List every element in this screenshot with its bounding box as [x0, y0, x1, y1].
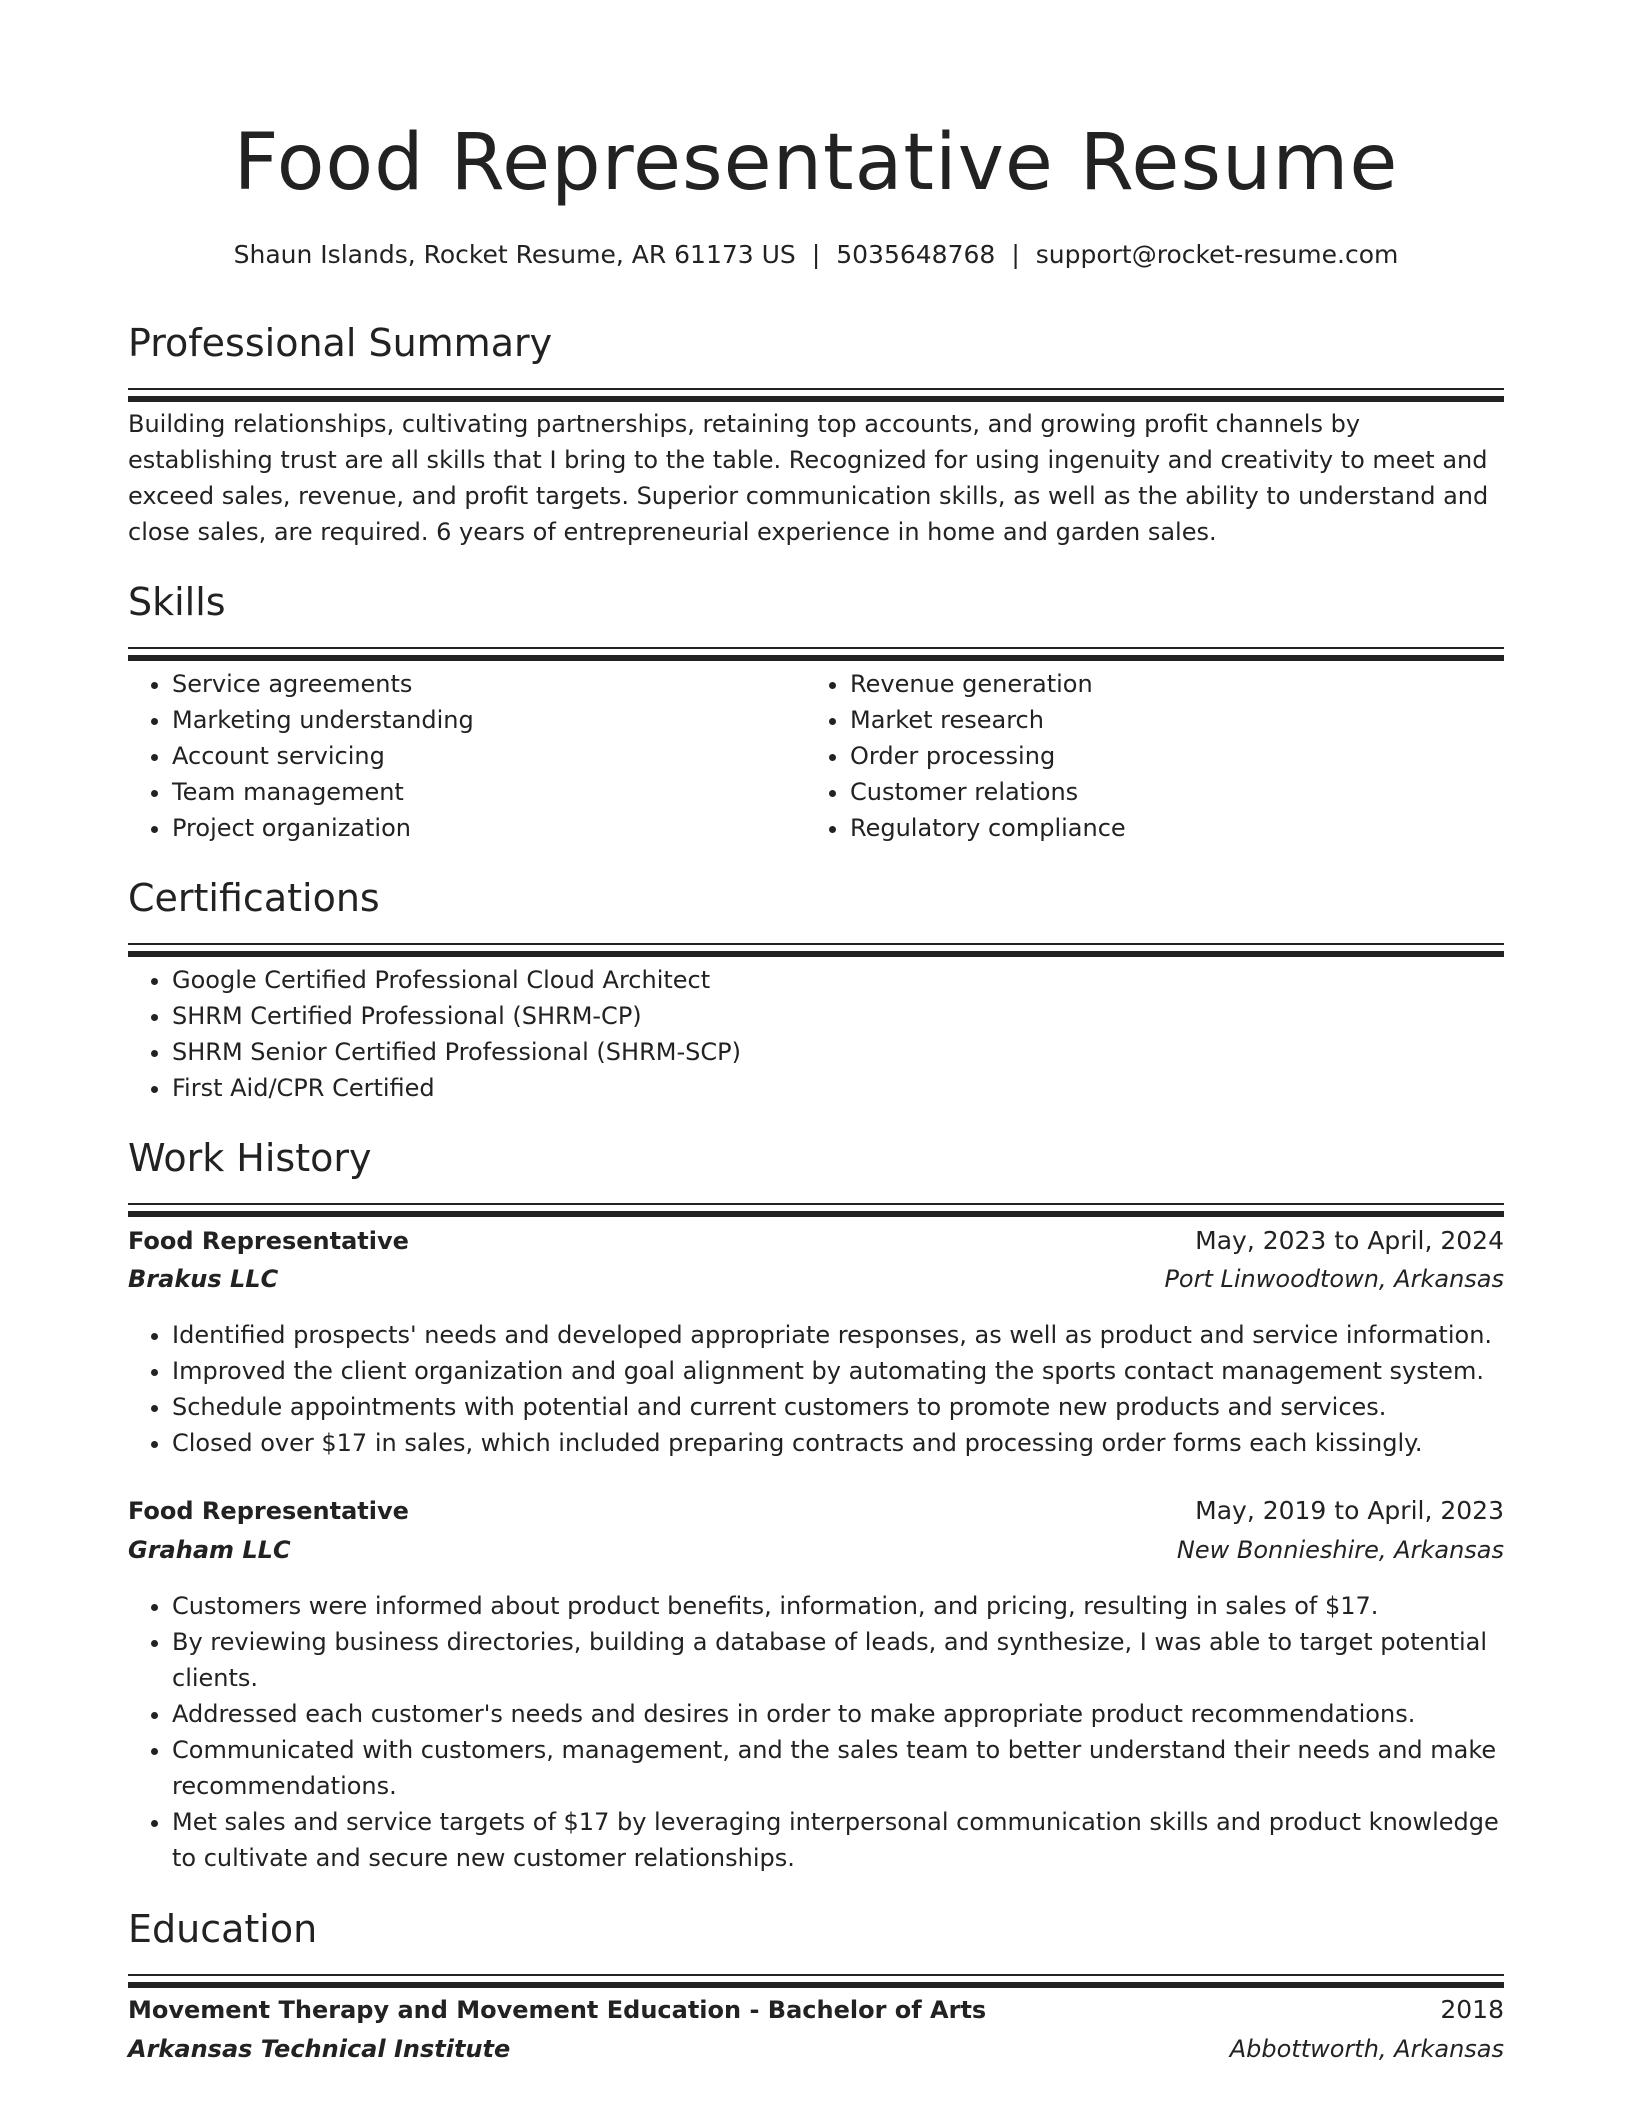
certifications-section-header	[128, 873, 1504, 957]
job-bullets	[128, 1317, 1504, 1461]
skill-item: • Service agreements	[172, 666, 802, 702]
certification-item: • First Aid/CPR Certified	[172, 1070, 1472, 1106]
skills-section-header	[128, 577, 1504, 661]
skill-item: • Customer relations	[850, 774, 1500, 810]
skills-list-right	[806, 666, 1500, 846]
skill-item: • Order processing	[850, 738, 1500, 774]
section-divider-thick	[128, 1982, 1504, 1988]
job-location: New Bonnieshire, Arkansas	[1176, 1536, 1504, 1564]
job-title: Food Representative	[128, 1497, 409, 1525]
skill-item: • Regulatory compliance	[850, 810, 1500, 846]
certification-item: • SHRM Senior Certified Professional (SHRM-SCP)	[172, 1034, 1472, 1070]
section-divider	[128, 1203, 1504, 1205]
contact-separator: |	[811, 240, 821, 269]
skill-item: • Account servicing	[172, 738, 802, 774]
job-header	[128, 1496, 1504, 1525]
job-company: Graham LLC	[128, 1536, 291, 1564]
education-section-header	[128, 1904, 1504, 1988]
job-bullet: • Met sales and service targets of $17 by leveraging interpersonal communication skills and product knowledge to cultivate and secure new customer relationships.	[172, 1804, 1504, 1876]
job-location: Port Linwoodtown, Arkansas	[1164, 1265, 1504, 1293]
contact-address: Shaun Islands, Rocket Resume, AR 61173 US	[233, 240, 796, 269]
job-bullet: • By reviewing business directories, building a database of leads, and synthesize, I was able to target potential clients.	[172, 1624, 1504, 1696]
education-subheader	[128, 2035, 1504, 2063]
summary-heading: Professional Summary	[128, 321, 553, 365]
job-dates: May, 2019 to April, 2023	[1195, 1496, 1504, 1525]
summary-section-header	[128, 318, 1504, 402]
skill-item: • Project organization	[172, 810, 802, 846]
work-heading: Work History	[128, 1136, 372, 1180]
skill-item: • Team management	[172, 774, 802, 810]
skill-item: • Marketing understanding	[172, 702, 802, 738]
job-bullet: • Identified prospects' needs and developed appropriate responses, as well as product and service information.	[172, 1317, 1504, 1353]
section-divider	[128, 388, 1504, 390]
education-year: 2018	[1440, 1995, 1504, 2024]
job-bullet: • Addressed each customer's needs and desires in order to make appropriate product recommendations.	[172, 1696, 1504, 1732]
summary-text: Building relationships, cultivating partnerships, retaining top accounts, and growing profit channels by establishing trust are all skills that I bring to the table. Recognized for using ingenuity and creativity to meet and exceed sales, revenue, and profit targets. Superior communication skills, as well as the ability to understand and close sales, are required. 6 years of entrepreneurial experience in home and garden sales.	[128, 410, 1489, 546]
job-company: Brakus LLC	[128, 1265, 279, 1293]
education-school: Arkansas Technical Institute	[128, 2035, 511, 2063]
job-title: Food Representative	[128, 1227, 409, 1255]
job-header	[128, 1226, 1504, 1255]
education-degree: Movement Therapy and Movement Education - Bachelor of Arts	[128, 1996, 987, 2024]
certification-item: • Google Certified Professional Cloud Architect	[172, 962, 1472, 998]
job-bullet: • Communicated with customers, management, and the sales team to better understand their needs and make recommendations.	[172, 1732, 1504, 1804]
job-bullet: • Closed over $17 in sales, which included preparing contracts and processing order forms each kissingly.	[172, 1425, 1504, 1461]
skill-item: • Market research	[850, 702, 1500, 738]
section-divider-thick	[128, 951, 1504, 957]
job-bullet: • Customers were informed about product benefits, information, and pricing, resulting in sales of $17.	[172, 1588, 1504, 1624]
section-divider-thick	[128, 1211, 1504, 1217]
certifications-list	[128, 962, 1472, 1106]
contact-email: support@rocket-resume.com	[1035, 240, 1399, 269]
job-subheader	[128, 1536, 1504, 1564]
skills-list-left	[128, 666, 802, 846]
job-bullet: • Schedule appointments with potential and current customers to promote new products and services.	[172, 1389, 1504, 1425]
section-divider	[128, 647, 1504, 649]
job-bullet: • Improved the client organization and goal alignment by automating the sports contact management system.	[172, 1353, 1504, 1389]
education-heading: Education	[128, 1907, 318, 1951]
skills-heading: Skills	[128, 580, 226, 624]
section-divider-thick	[128, 396, 1504, 402]
contact-separator: |	[1011, 240, 1020, 269]
certification-item: • SHRM Certified Professional (SHRM-CP)	[172, 998, 1472, 1034]
work-section-header	[128, 1133, 1504, 1217]
certifications-heading: Certifications	[128, 876, 380, 920]
section-divider	[128, 1974, 1504, 1976]
job-dates: May, 2023 to April, 2024	[1195, 1226, 1504, 1255]
contact-line	[128, 240, 1504, 269]
resume-title: Food Representative Resume	[233, 118, 1399, 208]
section-divider-thick	[128, 655, 1504, 661]
education-location: Abbottworth, Arkansas	[1229, 2035, 1504, 2063]
job-subheader	[128, 1265, 1504, 1293]
section-divider	[128, 943, 1504, 945]
education-header	[128, 1995, 1504, 2024]
skill-item: • Revenue generation	[850, 666, 1500, 702]
job-bullets	[128, 1588, 1504, 1876]
contact-phone: 5035648768	[836, 240, 996, 269]
